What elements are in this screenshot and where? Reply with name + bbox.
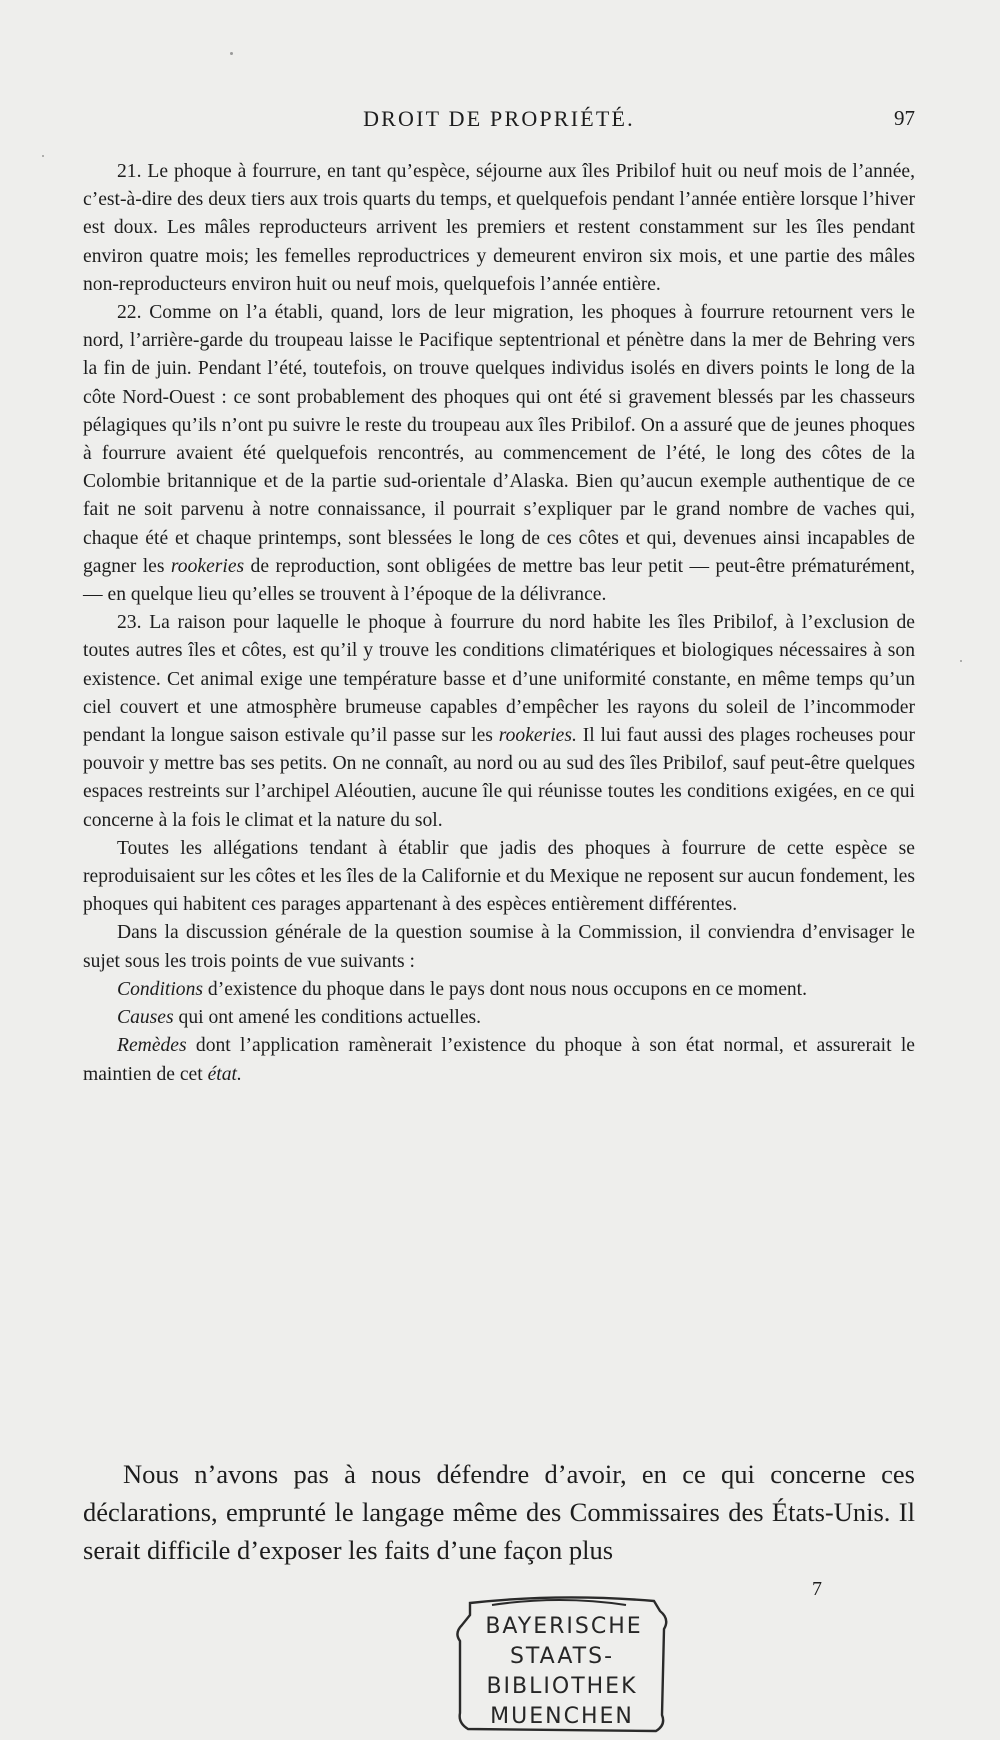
paragraph-23-italic: rookeries. xyxy=(498,725,577,747)
paragraph-23-text-b: Il lui faut aussi des plages rocheuses pour pouvoir y mettre bas ses petits. On ne connaît, au nord ou au sud des îles Pribilof, sauf peut-être quelques espaces restreints sur l’archipel Aléoutien, aucune île qui réunisse toutes les conditions exigées, en ce qui concerne à la fois le climat et la nature du sol. xyxy=(83,725,915,831)
stamp-line-3: BIBLIOTHEK xyxy=(486,1674,638,1699)
large-print-text xyxy=(83,1455,915,1569)
stamp-top-arc xyxy=(492,1600,626,1605)
signature-mark: 7 xyxy=(812,1578,822,1600)
conditions-term: Conditions xyxy=(117,978,204,1000)
paragraph-23-text-a: 23. La raison pour laquelle le phoque à fourrure du nord habite les îles Pribilof, à l’exclusion de toutes autres îles et côtes, est qu’il y trouve les conditions climatériques et biologiques nécessaires à son existence. Cet animal exige une température basse et d’une uniformité constante, en même temps qu’un ciel couvert et une atmosphère brumeuse capables d’empêcher les rayons du soleil de l’incommoder pendant la longue saison estivale qu’il passe sur les xyxy=(83,612,915,747)
paper-speck xyxy=(960,660,962,662)
paper-speck xyxy=(230,52,233,55)
stamp-line-1: BAYERISCHE xyxy=(485,1614,643,1639)
large-print-paragraph: Nous n’avons pas à nous défendre d’avoir, en ce qui concerne ces déclarations, emprunté le langage même des Commissaires des États-Unis. Il serait difficile d’exposer les faits d’une façon plus xyxy=(83,1459,915,1565)
paragraph-21-text: 21. Le phoque à fourrure, en tant qu’espèce, séjourne aux îles Pribilof huit ou neuf mois de l’année, c’est-à-dire des deux tiers aux trois quarts du temps, et quelquefois pendant l’année entière lorsque l’hiver est doux. Les mâles reproducteurs arrivent les premiers et restent constamment sur les îles pendant environ quatre mois; les femelles reproductrices y demeurent environ six mois, et une partie des mâles non-reproducteurs environ huit ou neuf mois, quelquefois l’année entière. xyxy=(83,161,915,295)
causes-term: Causes xyxy=(117,1007,174,1029)
paragraph-discussion-text: Dans la discussion générale de la question soumise à la Commission, il conviendra d’envisager le sujet sous les trois points de vue suivants : xyxy=(83,922,915,972)
paragraph-22-text-a: 22. Comme on l’a établi, quand, lors de leur migration, les phoques à fourrure retournent vers le nord, l’arrière-garde du troupeau laisse le Pacifique septentrional et pénètre dans la mer de Behring vers la fin de juin. Pendant l’été, toutefois, on trouve quelques individus isolés en divers points le long de la côte Nord-Ouest : ce sont probablement des phoques qui ont été si gravement blessés par les chasseurs pélagiques qu’ils n’ont pu suivre le reste du troupeau aux îles Pribilof. On a assuré que de jeunes phoques à fourrure avaient été quelquefois rencontrés, au commencement de l’été, le long des côtes de la Colombie britannique et de la partie sud-orientale d’Alaska. Bien qu’aucun exemple authentique de ce fait ne soit parvenu à notre connaissance, il pourrait s’expliquer par le grand nombre de vaches qui, chaque été et chaque printemps, sont blessées le long de ces côtes et qui, devenues ainsi incapables de gagner les xyxy=(83,302,915,577)
paper-speck xyxy=(42,155,44,157)
stamp-line-2: STAATS- xyxy=(509,1644,615,1669)
remedes-italic-etat: état. xyxy=(207,1063,242,1085)
conditions-text: d’existence du phoque dans le pays dont nous nous occupons en ce moment. xyxy=(203,978,808,1000)
library-stamp-icon xyxy=(440,1585,678,1735)
paragraph-allegations-text: Toutes les allégations tendant à établir que jadis des phoques à fourrure de cette espèce se reproduisaient sur les côtes et les îles de la Californie et du Mexique ne reposent sur aucun fondement, les phoques qui habitent ces parages appartenant à des espèces entièrement différentes. xyxy=(83,837,915,916)
causes-text: qui ont amené les conditions actuelles. xyxy=(173,1007,482,1029)
paragraph-conditions xyxy=(83,976,915,1004)
paragraph-22-text-b: de reproduction, sont obligées de mettre bas leur petit — peut-être prématurément, — en quelque lieu qu’elles se trouvent à l’époque de la délivrance. xyxy=(83,555,916,606)
paragraph-causes xyxy=(83,1004,915,1032)
paragraph-discussion xyxy=(83,919,915,975)
paragraph-21 xyxy=(83,158,915,299)
paragraph-22 xyxy=(83,299,915,609)
running-head: DROIT DE PROPRIÉTÉ. xyxy=(363,106,635,131)
remedes-term: Remèdes xyxy=(117,1035,187,1057)
paragraph-allegations xyxy=(83,835,915,920)
page-number: 97 xyxy=(894,106,915,130)
paragraph-23 xyxy=(83,609,915,835)
body-text xyxy=(83,158,915,1089)
remedes-text: dont l’application ramènerait l’existence du phoque à son état normal, et assurerait le maintien de cet xyxy=(83,1035,915,1085)
paragraph-remedes xyxy=(83,1032,915,1088)
paragraph-22-italic: rookeries xyxy=(170,555,245,577)
stamp-line-4: MUENCHEN xyxy=(490,1704,634,1729)
page-header xyxy=(83,106,915,140)
